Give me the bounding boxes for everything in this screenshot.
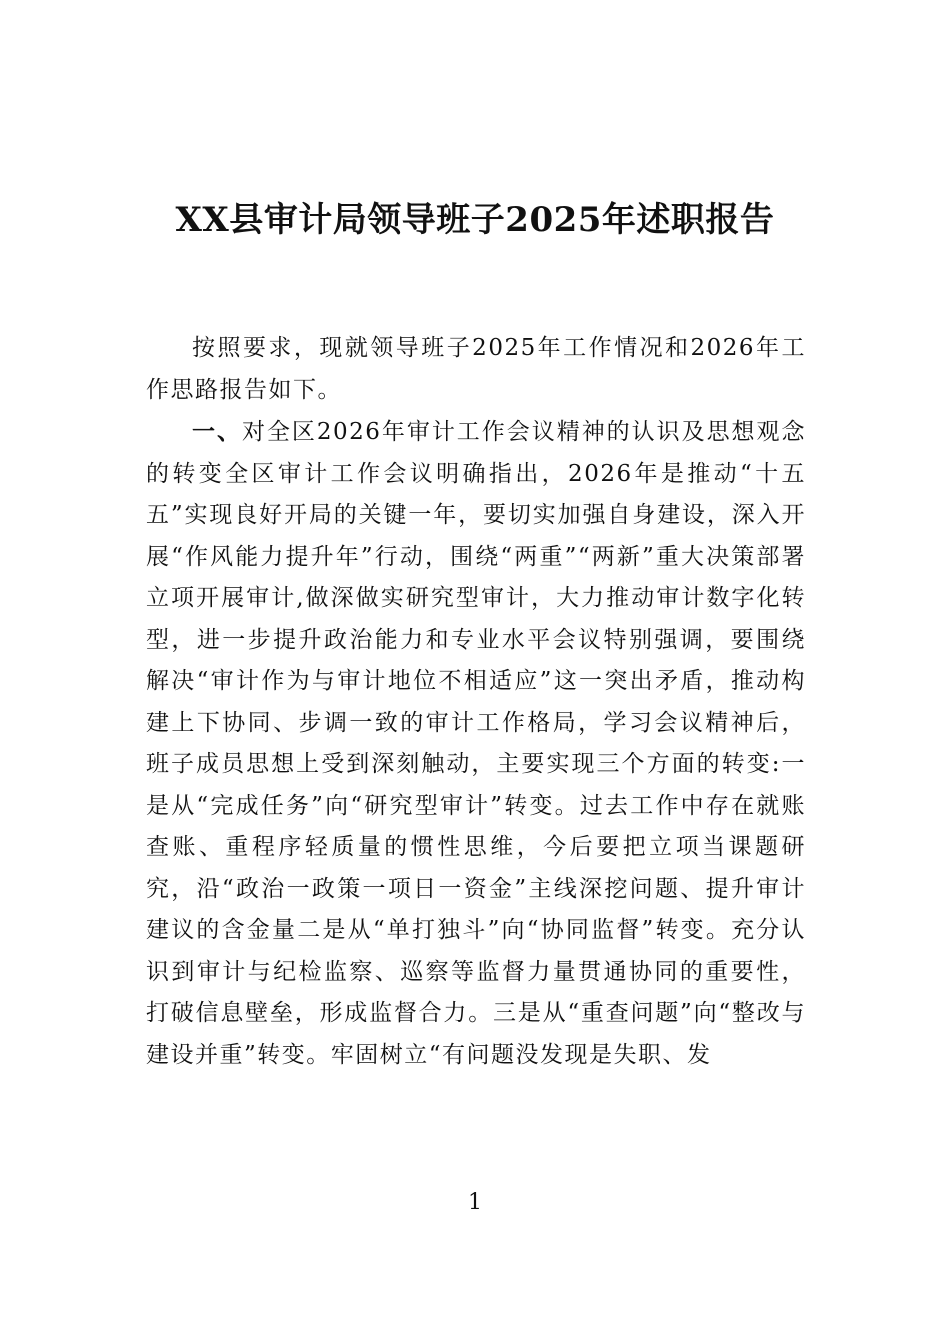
intro-paragraph: 按照要求，现就领导班子2025年工作情况和2026年工作思路报告如下。 (146, 335, 806, 403)
document-body (146, 328, 806, 1076)
page-number: 1 (468, 1190, 482, 1215)
document-title: XX县审计局领导班子2025年述职报告 (175, 200, 775, 240)
section-1-paragraph (146, 411, 806, 1076)
section-1-number: 一、 (192, 418, 242, 445)
section-1-text: 对全区2026年审计工作会议精神的认识及思想观念的转变全区审计工作会议明确指出，2026年是推动“十五五”实现良好开局的关键一年，要切实加强自身建设，深入开展“作风能力提升年”行动，围绕“两重”“两新”重大决策部署立项开展审计,做深做实研究型审计，大力推动审计数字化转型，进一步提升政治能力和专业水平会议特别强调，要围绕解决“审计作为与审计地位不相适应”这一突出矛盾，推动构建上下协同、步调一致的审计工作格局，学习会议精神后，班子成员思想上受到深刻触动，主要实现三个方面的转变:一是从“完成任务”向“研究型审计”转变。过去工作中存在就账查账、重程序轻质量的惯性思维，今后要把立项当课题研究，沿“政治一政策一项日一资金”主线深挖问题、提升审计建议的含金量二是从“单打独斗”向“协同监督”转变。充分认识到审计与纪检监察、巡察等监督力量贯通协同的重要性，打破信息壁垒，形成监督合力。三是从“重查问题”向“整改与建设并重”转变。牢固树立“有问题没发现是失职、发 (146, 419, 806, 1068)
